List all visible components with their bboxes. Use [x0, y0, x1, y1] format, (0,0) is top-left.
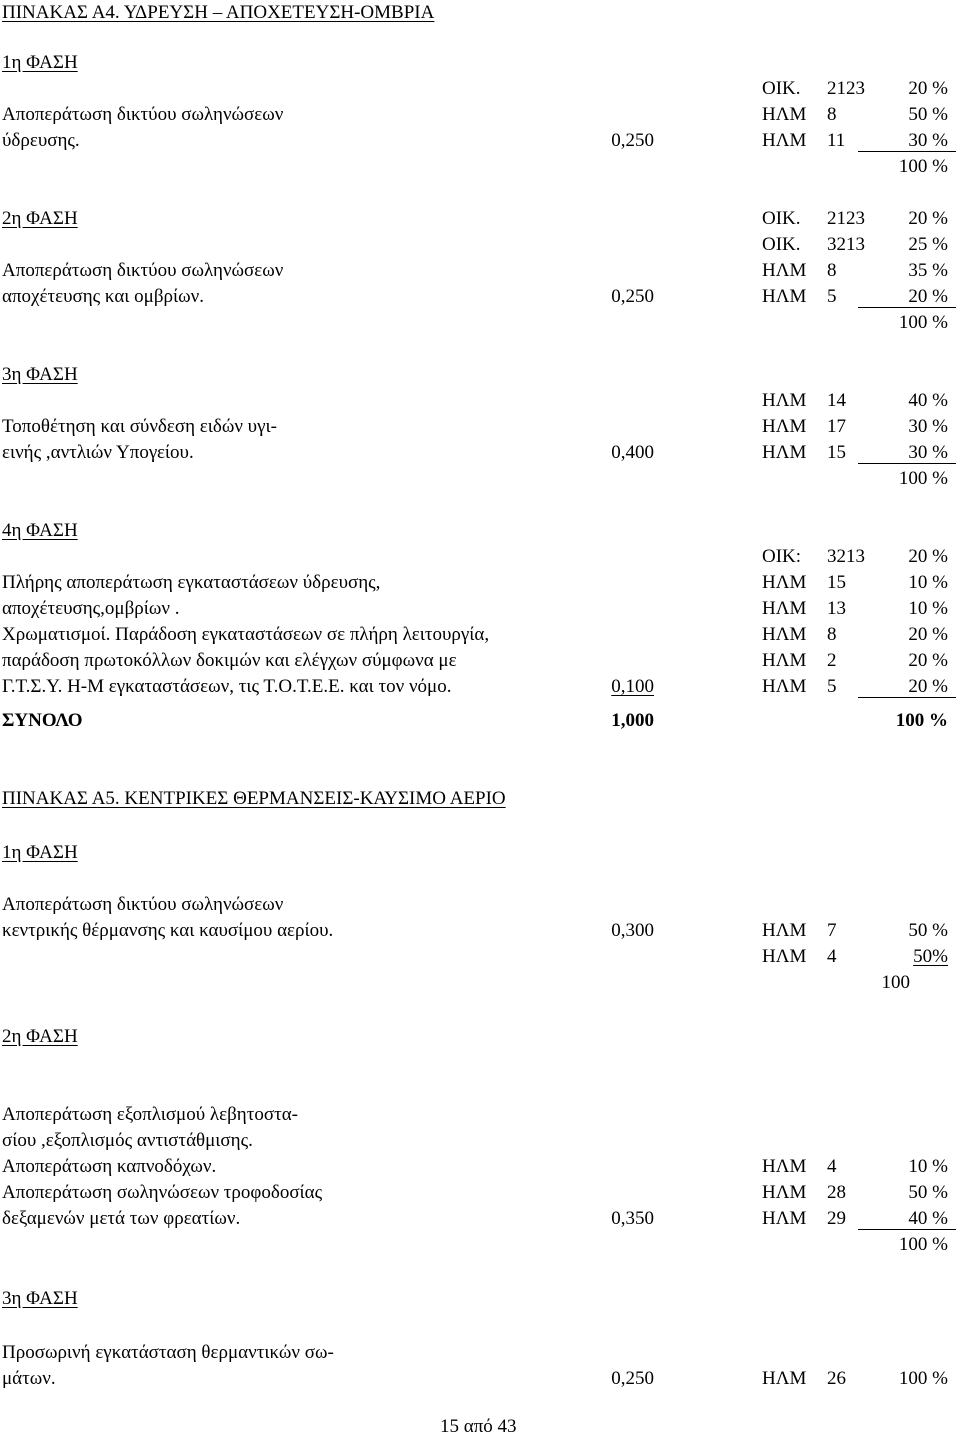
a4-p2-r4-num: 5 [827, 286, 837, 307]
subtotal-underline [858, 151, 956, 152]
a5-p3-r1-code: ΗΛΜ [762, 1368, 807, 1389]
a4-phase-4-amount: 0,100 [611, 676, 654, 697]
a4-p1-r2-num: 8 [827, 104, 837, 125]
a4-p3-r1-pct: 40 % [908, 390, 948, 411]
a4-p4-r6-num: 5 [827, 676, 837, 697]
a4-p3-r2-pct: 30 % [908, 416, 948, 437]
table-a5-title: ΠΙΝΑΚΑΣ Α5. ΚΕΝΤΡΙΚΕΣ ΘΕΡΜΑΝΣΕΙΣ-ΚΑΥΣΙΜΟ ΑΕΡΙΟ [2, 788, 506, 809]
a4-p4-r1-pct: 20 % [908, 546, 948, 567]
a4-p3-r2-num: 17 [827, 416, 846, 437]
a4-p2-r2-num: 3213 [827, 234, 865, 255]
a5-phase-2-amount: 0,350 [611, 1208, 654, 1229]
a4-phase-1-desc-line: ύδρευσης. [2, 130, 80, 151]
a5-phase-1-total: 100 [881, 972, 910, 993]
a5-p1-r2-num: 4 [827, 946, 837, 967]
a5-p2-r2-num: 28 [827, 1182, 846, 1203]
a4-p2-r3-num: 8 [827, 260, 837, 281]
a4-p4-r3-num: 13 [827, 598, 846, 619]
a4-phase-2-desc-line: αποχέτευσης και ομβρίων. [2, 286, 204, 307]
a4-phase-2-label: 2η ΦΑΣΗ [2, 208, 78, 229]
a4-p2-r4-pct: 20 % [908, 286, 948, 307]
a5-p1-r2-code: ΗΛΜ [762, 946, 807, 967]
a5-phase-2-desc-line: σίου ,εξοπλισμός αντιστάθμισης. [2, 1130, 253, 1151]
a4-sum-pct: 100 % [895, 710, 948, 731]
a4-p4-r6-code: ΗΛΜ [762, 676, 807, 697]
a5-p1-r2-pct: 50% [913, 946, 948, 967]
a4-p2-r3-code: ΗΛΜ [762, 260, 807, 281]
a5-p2-r3-code: ΗΛΜ [762, 1208, 807, 1229]
a5-p1-r1-num: 7 [827, 920, 837, 941]
subtotal-underline [858, 307, 956, 308]
a4-p1-r3-num: 11 [827, 130, 846, 151]
a5-p2-r2-pct: 50 % [908, 1182, 948, 1203]
a5-phase-1-amount: 0,300 [611, 920, 654, 941]
a4-p2-r1-pct: 20 % [908, 208, 948, 229]
a4-p4-r4-code: ΗΛΜ [762, 624, 807, 645]
a4-p2-r1-code: ΟΙΚ. [762, 208, 801, 229]
a5-p3-r1-num: 26 [827, 1368, 846, 1389]
a5-p2-r1-code: ΗΛΜ [762, 1156, 807, 1177]
a4-sum-amount: 1,000 [611, 710, 654, 731]
a4-sum-label: ΣΥΝΟΛΟ [2, 710, 83, 731]
a4-p4-r1-num: 3213 [827, 546, 865, 567]
a4-p3-r3-num: 15 [827, 442, 846, 463]
a5-p3-r1-pct: 100 % [898, 1368, 948, 1389]
page-number: 15 από 43 [440, 1416, 517, 1437]
a4-phase-3-label: 3η ΦΑΣΗ [2, 364, 78, 385]
a4-p4-r4-num: 8 [827, 624, 837, 645]
a4-phase-4-desc-line: Χρωματισμοί. Παράδοση εγκαταστάσεων σε πλήρη λειτουργία, [2, 624, 490, 645]
a4-phase-1-label: 1η ΦΑΣΗ [2, 52, 78, 73]
a4-p3-r2-code: ΗΛΜ [762, 416, 807, 437]
a4-p2-r2-code: ΟΙΚ. [762, 234, 801, 255]
a4-phase-4-desc-line: αποχέτευσης,ομβρίων . [2, 598, 180, 619]
a4-p1-r3-code: ΗΛΜ [762, 130, 807, 151]
a5-phase-2-desc-line: Αποπεράτωση καπνοδόχων. [2, 1156, 217, 1177]
a4-p2-r2-pct: 25 % [908, 234, 948, 255]
a5-p2-r1-num: 4 [827, 1156, 837, 1177]
a4-phase-4-label: 4η ΦΑΣΗ [2, 520, 78, 541]
a4-p4-r5-pct: 20 % [908, 650, 948, 671]
a5-phase-1-desc-line: Αποπεράτωση δικτύου σωληνώσεων [2, 894, 284, 915]
subtotal-underline [858, 697, 956, 698]
a4-p4-r3-code: ΗΛΜ [762, 598, 807, 619]
a5-phase-2-total: 100 % [898, 1234, 948, 1255]
a5-phase-1-label: 1η ΦΑΣΗ [2, 842, 78, 863]
a4-p4-r4-pct: 20 % [908, 624, 948, 645]
a4-p3-r1-num: 14 [827, 390, 846, 411]
table-a4-title: ΠΙΝΑΚΑΣ Α4. ΥΔΡΕΥΣΗ – ΑΠΟΧΕΤΕΥΣΗ-ΟΜΒΡΙΑ [2, 2, 435, 23]
a5-phase-3-desc-line: μάτων. [2, 1368, 56, 1389]
a4-phase-4-desc-line: παράδοση πρωτοκόλλων δοκιμών και ελέγχων σύμφωνα με [2, 650, 457, 671]
a5-phase-2-desc-line: Αποπεράτωση εξοπλισμού λεβητοστα- [2, 1104, 298, 1125]
a4-phase-4-desc-line: Πλήρης αποπεράτωση εγκαταστάσεων ύδρευσης, [2, 572, 381, 593]
subtotal-underline [858, 1229, 956, 1230]
a5-p1-r1-code: ΗΛΜ [762, 920, 807, 941]
subtotal-underline [858, 463, 956, 464]
a4-p4-r3-pct: 10 % [908, 598, 948, 619]
a5-phase-3-label: 3η ΦΑΣΗ [2, 1288, 78, 1309]
a4-phase-3-desc-line: Τοποθέτηση και σύνδεση ειδών υγι- [2, 416, 277, 437]
a5-phase-3-desc-line: Προσωρινή εγκατάσταση θερμαντικών σω- [2, 1342, 334, 1363]
a4-p1-r1-pct: 20 % [908, 78, 948, 99]
a4-p4-r2-num: 15 [827, 572, 846, 593]
a5-phase-2-desc-line: Αποπεράτωση σωληνώσεων τροφοδοσίας [2, 1182, 323, 1203]
a4-p4-r5-code: ΗΛΜ [762, 650, 807, 671]
a4-phase-3-total: 100 % [898, 468, 948, 489]
a4-p1-r2-pct: 50 % [908, 104, 948, 125]
a4-p1-r3-pct: 30 % [908, 130, 948, 151]
a5-p2-r2-code: ΗΛΜ [762, 1182, 807, 1203]
a4-p2-r3-pct: 35 % [908, 260, 948, 281]
a4-p1-r2-code: ΗΛΜ [762, 104, 807, 125]
a4-phase-1-desc-line: Αποπεράτωση δικτύου σωληνώσεων [2, 104, 284, 125]
a4-phase-2-amount: 0,250 [611, 286, 654, 307]
a4-phase-2-desc-line: Αποπεράτωση δικτύου σωληνώσεων [2, 260, 284, 281]
a4-p3-r3-pct: 30 % [908, 442, 948, 463]
a4-phase-3-desc-line: εινής ,αντλιών Υπογείου. [2, 442, 194, 463]
a5-phase-1-desc-line: κεντρικής θέρμανσης και καυσίμου αερίου. [2, 920, 334, 941]
a4-p3-r1-code: ΗΛΜ [762, 390, 807, 411]
a4-phase-1-amount: 0,250 [611, 130, 654, 151]
a5-p2-r3-pct: 40 % [908, 1208, 948, 1229]
a4-p4-r5-num: 2 [827, 650, 837, 671]
a4-phase-2-total: 100 % [898, 312, 948, 333]
a5-p1-r1-pct: 50 % [908, 920, 948, 941]
a4-p3-r3-code: ΗΛΜ [762, 442, 807, 463]
a4-p2-r1-num: 2123 [827, 208, 865, 229]
a5-p2-r3-num: 29 [827, 1208, 846, 1229]
a4-p2-r4-code: ΗΛΜ [762, 286, 807, 307]
a4-p4-r6-pct: 20 % [908, 676, 948, 697]
a5-phase-2-label: 2η ΦΑΣΗ [2, 1026, 78, 1047]
a4-phase-3-amount: 0,400 [611, 442, 654, 463]
a5-phase-3-amount: 0,250 [611, 1368, 654, 1389]
a4-p4-r1-code: ΟΙΚ: [762, 546, 802, 567]
a4-p1-r1-num: 2123 [827, 78, 865, 99]
a5-phase-2-desc-line: δεξαμενών μετά των φρεατίων. [2, 1208, 241, 1229]
a4-p4-r2-code: ΗΛΜ [762, 572, 807, 593]
a4-phase-4-desc-line: Γ.Τ.Σ.Υ. Η-Μ εγκαταστάσεων, τις Τ.Ο.Τ.Ε.Ε. και τον νόμο. [2, 676, 452, 697]
a4-phase-1-total: 100 % [898, 156, 948, 177]
a4-p4-r2-pct: 10 % [908, 572, 948, 593]
a4-p1-r1-code: ΟΙΚ. [762, 78, 801, 99]
a5-p2-r1-pct: 10 % [908, 1156, 948, 1177]
